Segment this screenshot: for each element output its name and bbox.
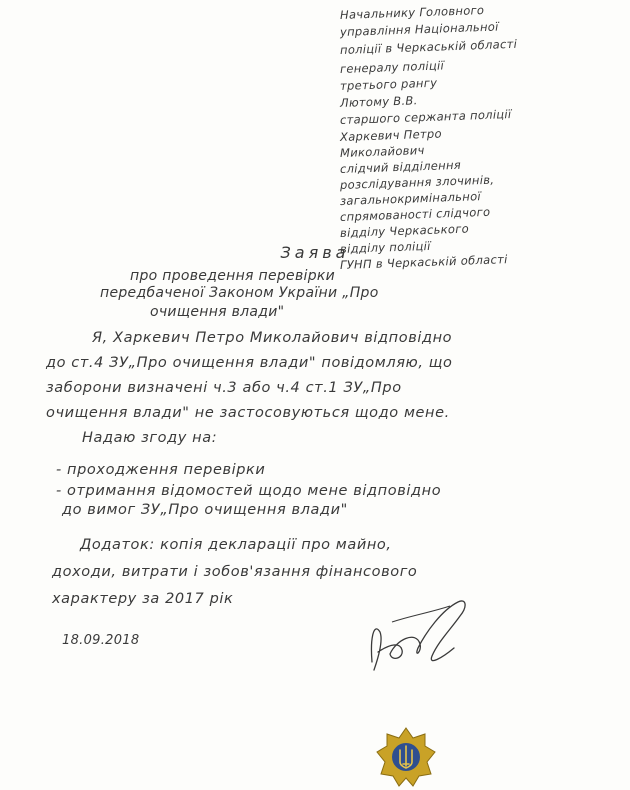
addressee-line: Харкевич Петро [339, 126, 443, 144]
handwritten-signature [362, 592, 482, 677]
addressee-line: третього рангу [339, 75, 438, 93]
addressee-line: управління Національної [339, 19, 499, 39]
addressee-line: старшого сержанта поліції [339, 107, 512, 127]
body-line: заборони визначені ч.3 або ч.4 ст.1 ЗУ„Про [46, 380, 402, 396]
police-badge-icon [375, 726, 437, 788]
addressee-line: загальнокримінальної [339, 189, 482, 208]
addressee-line: відділу Черкаського [339, 221, 470, 240]
consent-line: Надаю згоду на: [82, 430, 218, 446]
addressee-line: спрямованості слідчого [339, 204, 491, 224]
appendix-line: доходи, витрати і зобов'язання фінансового [52, 564, 418, 580]
subtitle-line: про проведення перевірки [130, 268, 336, 284]
addressee-line: Начальнику Головного [339, 2, 485, 22]
addressee-line: ГУНП в Черкаській області [339, 252, 508, 272]
list-item: - проходження перевірки [56, 462, 266, 478]
addressee-line: слідчий відділення [339, 157, 462, 176]
document-date: 18.09.2018 [62, 633, 140, 648]
addressee-line: Миколайович [339, 143, 425, 160]
list-item: до вимог ЗУ„Про очищення влади" [62, 502, 348, 518]
subtitle-line: передбаченої Законом України „Про [100, 285, 379, 301]
addressee-line: генералу поліції [339, 58, 445, 76]
addressee-line: відділу поліції [339, 238, 431, 256]
appendix-line: Додаток: копія декларації про майно, [80, 537, 392, 553]
appendix-line: характеру за 2017 рік [52, 591, 234, 607]
body-line: очищення влади" не застосовуються щодо мене. [46, 405, 450, 421]
list-item: - отримання відомостей щодо мене відповідно [56, 483, 442, 499]
body-line: Я, Харкевич Петро Миколайович відповідно [92, 330, 453, 346]
body-line: до ст.4 ЗУ„Про очищення влади" повідомляю, що [46, 355, 453, 371]
addressee-line: розслідування злочинів, [339, 172, 495, 192]
subtitle-line: очищення влади" [150, 304, 285, 320]
document-title: Заява [280, 243, 350, 262]
addressee-line: Лютому В.В. [339, 93, 418, 110]
addressee-line: поліції в Черкаській області [339, 36, 518, 57]
